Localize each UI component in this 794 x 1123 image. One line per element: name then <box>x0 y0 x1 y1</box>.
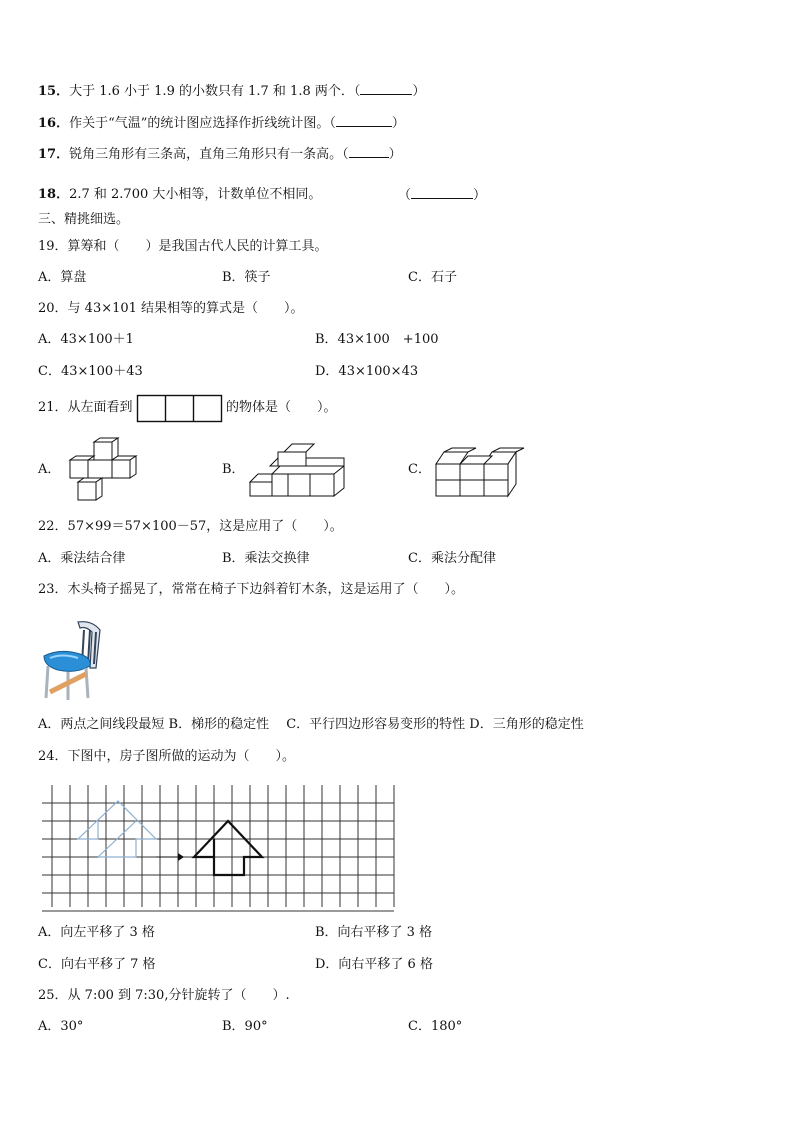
cube-figure-c[interactable] <box>434 446 526 500</box>
answer-blank[interactable] <box>360 82 412 95</box>
q22-option-a[interactable]: A．乘法结合律 <box>38 551 126 566</box>
answer-blank[interactable] <box>411 186 473 199</box>
question-20-stem: 20．与 43×101 结果相等的算式是（ ）。 <box>38 301 304 316</box>
chair-image <box>40 618 106 702</box>
q20-option-d[interactable]: D．43×100×43 <box>315 364 419 379</box>
question-18-blank: （ ） <box>398 188 487 203</box>
q24-option-d[interactable]: D．向右平移了 6 格 <box>315 957 433 972</box>
q24-option-a[interactable]: A．向左平移了 3 格 <box>38 925 155 940</box>
left-view-figure <box>137 395 223 423</box>
q25-option-a[interactable]: A．30° <box>38 1019 84 1034</box>
question-15: 15．大于 1.6 小于 1.9 的小数只有 1.7 和 1.8 两个．（ ） <box>38 84 426 99</box>
question-19-stem: 19．算筹和（ ）是我国古代人民的计算工具。 <box>38 239 328 254</box>
q22-option-b[interactable]: B．乘法交换律 <box>222 551 310 566</box>
question-18: 18．2.7 和 2.700 大小相等，计数单位不相同。 <box>38 187 322 202</box>
q21-option-b[interactable]: B． <box>222 462 245 477</box>
cube-figure-a[interactable] <box>64 438 148 502</box>
moved-house <box>194 821 262 875</box>
translation-grid <box>42 785 396 909</box>
q24-option-b[interactable]: B．向右平移了 3 格 <box>315 925 433 940</box>
original-house <box>78 801 156 857</box>
q21-option-a[interactable]: A． <box>38 462 61 477</box>
q20-option-c[interactable]: C．43×100＋43 <box>38 364 143 379</box>
q20-option-a[interactable]: A．43×100＋1 <box>38 332 134 347</box>
q23-options[interactable]: A．两点之间线段最短 B．梯形的稳定性 C．平行四边形容易变形的特性 D．三角形的稳定性 <box>38 717 584 732</box>
section-heading: 三、精挑细选。 <box>38 212 130 227</box>
question-21-stem-post: 的物体是（ ）。 <box>226 400 337 415</box>
question-17: 17．锐角三角形有三条高，直角三角形只有一条高。（ ） <box>38 147 402 162</box>
question-23-stem: 23．木头椅子摇晃了，常常在椅子下边斜着钉木条，这是运用了（ ）。 <box>38 582 465 597</box>
q19-option-c[interactable]: C．石子 <box>408 270 457 285</box>
question-16: 16．作关于“气温”的统计图应选择作折线统计图。（ ） <box>38 116 405 131</box>
question-22-stem: 22．57×99＝57×100－57，这是应用了（ ）。 <box>38 519 343 534</box>
q19-option-a[interactable]: A．算盘 <box>38 270 87 285</box>
answer-blank[interactable] <box>336 114 392 127</box>
q22-option-c[interactable]: C．乘法分配律 <box>408 551 496 566</box>
cube-figure-b[interactable] <box>248 444 348 498</box>
question-24-stem: 24．下图中，房子图所做的运动为（ ）。 <box>38 749 296 764</box>
q25-option-b[interactable]: B．90° <box>222 1019 268 1034</box>
question-21-stem-pre: 21．从左面看到 <box>38 400 133 415</box>
q25-option-c[interactable]: C．180° <box>408 1019 463 1034</box>
answer-blank[interactable] <box>349 145 389 158</box>
q21-option-c[interactable]: C． <box>408 462 431 477</box>
question-25-stem: 25．从 7:00 到 7:30,分针旋转了（ ）. <box>38 988 290 1003</box>
q20-option-b[interactable]: B．43×100 +100 <box>315 332 439 347</box>
q19-option-b[interactable]: B．筷子 <box>222 270 271 285</box>
q24-option-c[interactable]: C．向右平移了 7 格 <box>38 957 156 972</box>
